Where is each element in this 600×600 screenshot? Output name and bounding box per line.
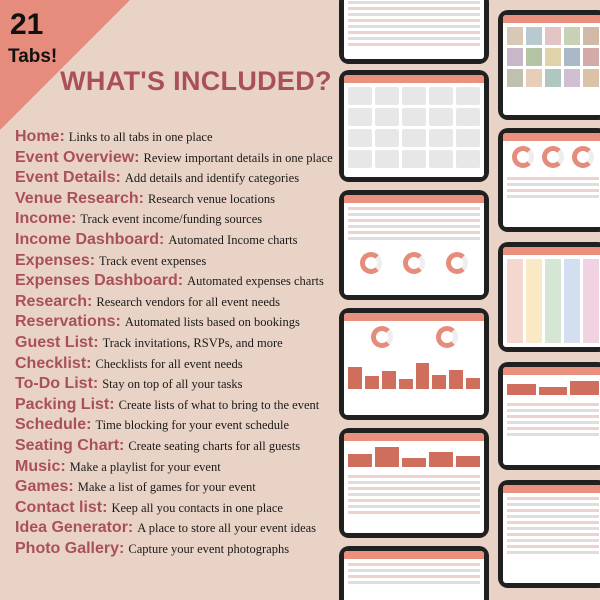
- feature-item: [15, 478, 337, 499]
- feature-item: [15, 334, 337, 355]
- feature-name: Reservations:: [15, 313, 121, 331]
- feature-description: Add details and identify categories: [124, 171, 300, 186]
- feature-description: Capture your event photographs: [128, 541, 290, 556]
- feature-item: [15, 499, 337, 520]
- feature-name: Seating Chart:: [15, 436, 125, 454]
- feature-name: Expenses:: [15, 251, 96, 269]
- tablet-preview-expenses: [339, 428, 489, 538]
- tablet-preview-overview: [339, 190, 489, 300]
- feature-name: Event Details:: [15, 169, 121, 187]
- feature-item: [15, 540, 337, 561]
- tablet-preview-home: [339, 70, 489, 182]
- feature-description: Track event income/funding sources: [80, 212, 263, 227]
- feature-item: [15, 396, 337, 417]
- feature-description: Time blocking for your event schedule: [95, 418, 290, 433]
- feature-description: Research venue locations: [147, 191, 275, 206]
- feature-description: Make a list of games for your event: [77, 480, 256, 495]
- feature-description: Review important details in one place: [143, 150, 333, 165]
- feature-description: Make a playlist for your event: [69, 459, 221, 474]
- feature-name: Income:: [15, 210, 77, 228]
- feature-description: Keep all you contacts in one place: [111, 500, 283, 515]
- feature-name: Music:: [15, 457, 66, 475]
- feature-name: Contact list:: [15, 498, 108, 516]
- feature-name: Checklist:: [15, 354, 92, 372]
- tab-count: 21: [10, 8, 44, 41]
- feature-description: Links to all tabs in one place: [68, 130, 213, 144]
- feature-description: Automated Income charts: [168, 232, 298, 247]
- feature-list: [15, 128, 337, 560]
- tablet-preview-list: [339, 0, 489, 64]
- tab-count-label: Tabs!: [8, 46, 58, 67]
- feature-item: [15, 252, 337, 273]
- feature-item: [15, 293, 337, 314]
- feature-item: [15, 169, 337, 190]
- feature-item: [15, 437, 337, 458]
- feature-description: Research vendors for all event needs: [96, 294, 280, 309]
- feature-name: Expenses Dashboard:: [15, 272, 184, 290]
- tablet-preview-gallery: [498, 10, 600, 120]
- feature-name: Home:: [15, 128, 65, 145]
- feature-name: Packing List:: [15, 395, 115, 413]
- feature-item: [15, 231, 337, 252]
- tablet-preview-schedule: [498, 242, 600, 352]
- feature-item: [15, 458, 337, 479]
- feature-name: Event Overview:: [15, 148, 140, 166]
- feature-description: Automated expenses charts: [187, 274, 324, 289]
- feature-name: Idea Generator:: [15, 519, 134, 537]
- feature-description: Track event expenses: [99, 253, 207, 268]
- feature-description: Create lists of what to bring to the event: [118, 397, 320, 412]
- feature-name: Photo Gallery:: [15, 539, 125, 557]
- feature-description: Create seating charts for all guests: [128, 438, 301, 453]
- feature-name: Income Dashboard:: [15, 230, 165, 248]
- feature-description: Stay on top of all your tasks: [102, 377, 243, 392]
- page-title: WHAT'S INCLUDED?: [60, 66, 332, 96]
- feature-name: Schedule:: [15, 416, 92, 434]
- tablet-preview-table: [339, 546, 489, 600]
- feature-item: [15, 355, 337, 376]
- feature-item: [15, 416, 337, 437]
- feature-name: Venue Research:: [15, 189, 144, 207]
- feature-item: [15, 210, 337, 231]
- feature-item: [15, 519, 337, 540]
- feature-name: To-Do List:: [15, 375, 99, 393]
- feature-description: Track invitations, RSVPs, and more: [102, 335, 283, 350]
- tablet-preview-guest-list: [498, 362, 600, 470]
- feature-name: Games:: [15, 478, 74, 496]
- feature-item: [15, 149, 337, 170]
- tablet-preview-income: [498, 128, 600, 232]
- feature-description: A place to store all your event ideas: [137, 521, 317, 536]
- feature-item: [15, 190, 337, 211]
- feature-name: Research:: [15, 292, 93, 310]
- feature-item: [15, 128, 337, 149]
- feature-item: [15, 375, 337, 396]
- feature-description: Checklists for all event needs: [95, 356, 243, 371]
- feature-item: [15, 272, 337, 293]
- feature-name: Guest List:: [15, 333, 99, 351]
- feature-description: Automated lists based on bookings: [124, 315, 300, 330]
- tablet-preview-checklist: [498, 480, 600, 588]
- tablet-preview-dashboard: [339, 308, 489, 420]
- feature-item: [15, 313, 337, 334]
